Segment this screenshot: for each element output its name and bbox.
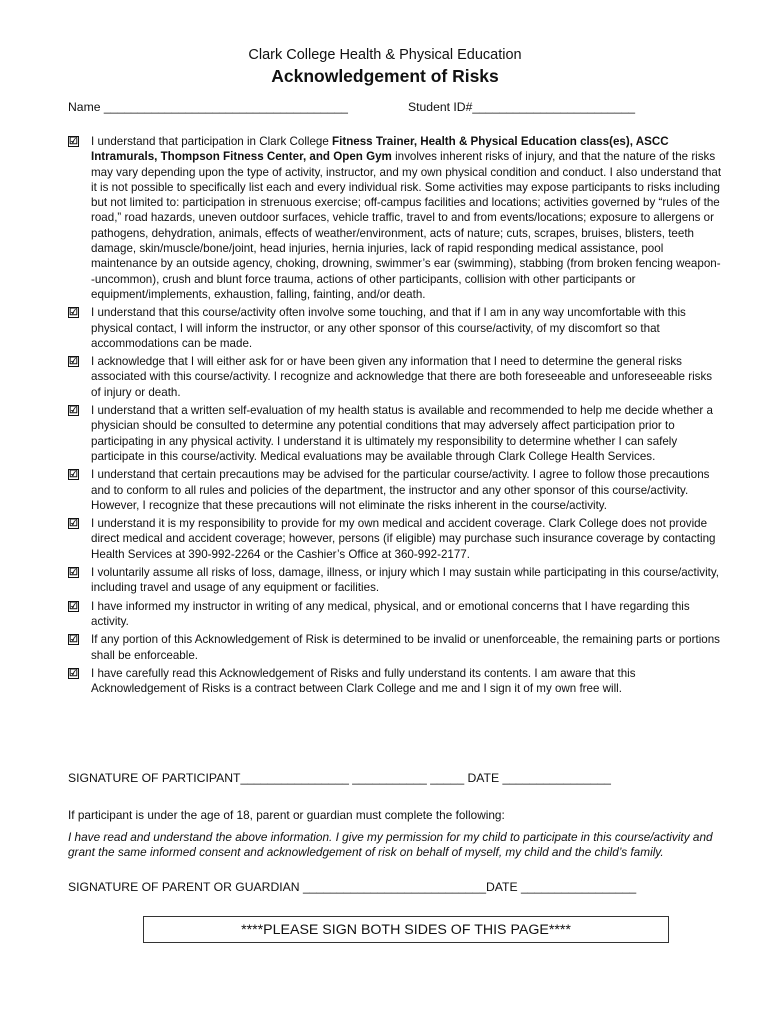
student-id-field[interactable]: Student ID#________________________ [408,100,636,114]
document-title: Acknowledgement of Risks [271,66,499,86]
checkbox-checked-icon[interactable]: ☑ [69,469,78,481]
item-text: I understand that participation in Clark College [91,135,333,148]
document-subtitle: Clark College Health & Physical Education [248,47,522,63]
checkbox-checked-icon[interactable]: ☑ [69,405,78,417]
acknowledgement-item [68,565,724,596]
checkbox-checked-icon[interactable]: ☑ [69,634,78,646]
item-text: I understand that this course/activity often involve some touching, and that if I am in any way uncomfortable with this physical contact, I will inform the instructor, or any other sponsor of this course/activity, of my discomfort so that accommodations can be made. [91,306,686,350]
item-text: I have informed my instructor in writing of any medical, physical, and or emotional concerns that I have regarding this activity. [91,599,690,628]
guardian-signature-line[interactable]: SIGNATURE OF PARENT OR GUARDIAN ___________________________DATE _________________ [68,880,637,894]
item-text: If any portion of this Acknowledgement of Risk is determined to be invalid or unenforceable, the remaining parts or portions shall be enforceable. [91,633,720,662]
item-text: I understand it is my responsibility to provide for my own medical and accident coverage. Clark College does not provide direct medical and accident coverage; however, persons (if eligible) may purchase such insurance coverage by contacting Health Services at 390-992-2264 or the Cashier’s Office at 360-992-2177. [91,517,716,561]
item-text-continued: involves inherent risks of injury, and that the nature of the risks may vary depending upon the type of activity, instructor, and my own physical condition and conduct. I also understand that it is not possible to specifically list each and every individual risk. Some activities may expose participants to risks including but not limited to: participation in strenuous exercise; off-campus facilities and locations; activities governed by “rules of the road,” road hazards, uneven outdoor surfaces, vehicle traffic, travel to and from events/locations; exposure to allergens or pathogens, dehydration, animals, effects of weather/environment, acts of nature; cuts, scrapes, bruises, blisters, teeth damage, skin/muscle/bone/joint, head injuries, hernia injuries, lack of rapid responding medical assistance, pool maintenance by an outside agency, choking, drowning, swimmer’s ear (swimming), stabbing (from broken fencing weapon--uncommon), crush and blunt force trauma, actions of other participants, collision with other participants or equipment/implements, exhaustion, falling, fainting, and/or death. [91,150,722,301]
item-text: I voluntarily assume all risks of loss, damage, illness, or injury which I may sustain while participating in this course/activity, including travel and usage of any equipment or facilities. [91,566,720,595]
item-text-bold: Fitness Trainer, Health & Physical Education class(es), ASCC Intramurals, Thompson Fitness Center, and Open Gym [91,135,669,164]
sign-both-sides-banner: ****PLEASE SIGN BOTH SIDES OF THIS PAGE**** [143,916,669,943]
acknowledgement-item [68,305,724,351]
acknowledgement-item [68,354,724,400]
item-text: I understand that certain precautions may be advised for the particular course/activity. I agree to follow those precautions and to conform to all rules and policies of the department, the instructor and any other sponsor of this course/activity. However, I recognize that these precautions will not eliminate the risks inherent in the course/activity. [91,468,710,512]
acknowledgement-list [68,134,724,699]
checkbox-checked-icon[interactable]: ☑ [69,356,78,368]
acknowledgement-item [68,467,724,513]
checkbox-checked-icon[interactable]: ☑ [69,567,78,579]
participant-signature-line[interactable]: SIGNATURE OF PARTICIPANT________________ ___________ _____ DATE ________________ [68,771,611,785]
acknowledgement-item [68,666,724,697]
acknowledgement-item [68,403,724,464]
item-text: I acknowledge that I will either ask for or have been given any information that I need to determine the general risks associated with this course/activity. I recognize and acknowledge that there are both foreseeable and unforeseeable risks of injury or death. [91,355,713,399]
item-text: I have carefully read this Acknowledgement of Risks and fully understand its contents. I am aware that this Acknowledgement of Risks is a contract between Clark College and me and I sign it of my own free will. [91,666,636,696]
name-row [68,100,708,115]
guardian-statement: I have read and understand the above information. I give my permission for my child to participate in this course/activity and grant the same informed consent and acknowledgement of risk on behalf of myself, my child and the child’s family. [68,830,713,859]
name-field[interactable]: Name ____________________________________ [68,100,348,114]
document-header [0,46,770,87]
guardian-note: If participant is under the age of 18, parent or guardian must complete the following: [68,808,505,822]
acknowledgement-item [68,632,724,663]
acknowledgement-item [68,134,724,302]
acknowledgement-item [68,516,724,562]
checkbox-checked-icon[interactable]: ☑ [69,307,78,319]
checkbox-checked-icon[interactable]: ☑ [69,518,78,530]
item-text: I understand that a written self-evaluation of my health status is available and recommended to help me decide whether a physician should be consulted to determine any potential conditions that may adversely affect participation prior to participating in any physical activity. I understand it is ultimately my responsibility to determine whether I can safely participate in this course/activity. Medical evaluations may be available through Clark College Health Services. [91,404,713,463]
checkbox-checked-icon[interactable]: ☑ [69,667,78,679]
checkbox-checked-icon[interactable]: ☑ [69,136,78,147]
acknowledgement-item [68,599,724,630]
checkbox-checked-icon[interactable]: ☑ [69,600,78,612]
